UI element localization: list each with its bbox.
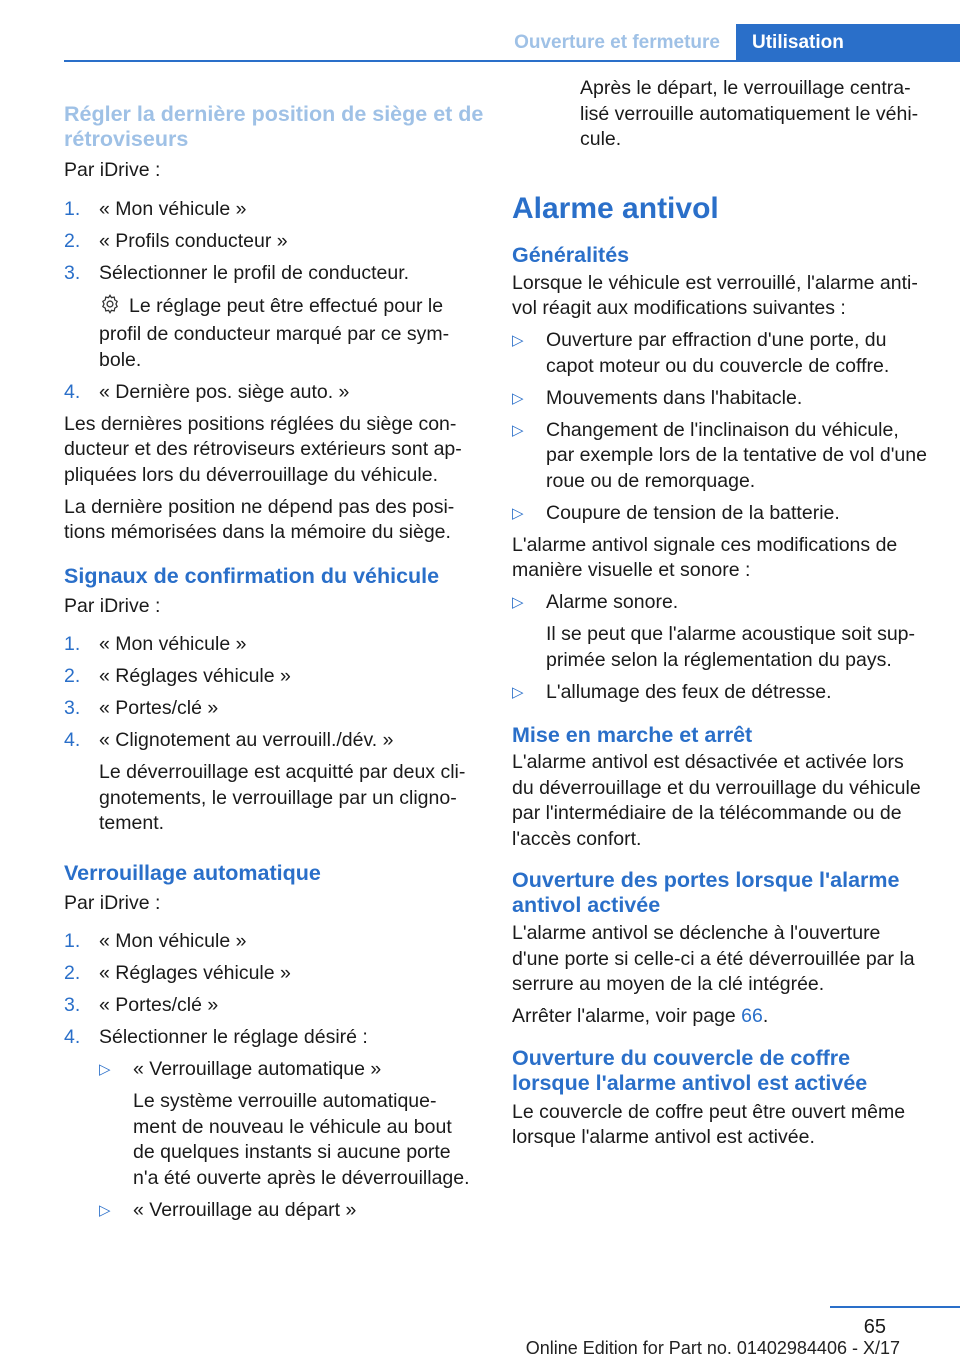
options-s3	[99, 1057, 478, 1223]
list-item: 1. « Mon véhicule »	[64, 930, 247, 952]
list-item-note: Le système verrouille automatique-ment de nouveau le véhicule au bout de quelques instants si aucune porte n'a été ouverte après le déverrouillage.	[133, 1090, 470, 1189]
section-title-last-position: Régler la dernière position de siège et de rétroviseurs	[64, 102, 484, 151]
main-title-alarm: Alarme antivol	[512, 191, 719, 225]
triangle-right-icon: ▷	[99, 1061, 111, 1078]
list-item: ▷ Mouvements dans l'habitacle.	[512, 386, 930, 412]
paragraph: L'alarme antivol se déclenche à l'ouverture d'une porte si celle-ci a été déverrouillée par la serrure au moyen de la clé intégrée.	[512, 922, 915, 995]
section-title-trunk-opening: Ouverture du couvercle de coffre lorsque l'alarme antivol est activée	[512, 1045, 868, 1095]
section-title-on-off: Mise en marche et arrêt	[512, 723, 753, 747]
list-item: 3. « Portes/clé »	[64, 994, 219, 1016]
list-item: 4. Sélectionner le réglage désiré :	[64, 1026, 368, 1048]
edition-text: Online Edition for Part no. 01402984406 - X/17	[525, 1338, 900, 1358]
list-item: 3. « Portes/clé »	[64, 697, 219, 719]
intro-s2: Par iDrive :	[64, 594, 161, 617]
page-number: 65	[863, 1316, 886, 1338]
paragraph: La dernière position ne dépend pas des posi-tions mémorisées dans la mémoire du siège.	[64, 495, 455, 543]
header-rule	[64, 60, 960, 62]
page-reference-link[interactable]: 66	[741, 1005, 763, 1027]
intro-s1: Par iDrive :	[64, 159, 161, 181]
triangle-right-icon: ▷	[512, 683, 524, 701]
list-item: 2. « Réglages véhicule »	[64, 665, 291, 687]
header-section: Ouverture et fermeture	[514, 32, 720, 53]
list-item: 4. « Dernière pos. siège auto. »	[64, 380, 350, 403]
paragraph: Le couvercle de coffre peut être ouvert même lorsque l'alarme antivol est activée.	[512, 1100, 906, 1148]
triangle-right-icon: ▷	[99, 1201, 111, 1219]
list-item-note: Le déverrouillage est acquitté par deux cli-gnotements, le verrouillage par un cligno-tement.	[99, 761, 466, 834]
list-item: 1. « Mon véhicule »	[64, 633, 247, 655]
section-title-door-opening: Ouverture des portes lorsque l'alarme antivol activée	[512, 868, 900, 917]
list-item-note	[64, 293, 478, 374]
list-item: 4. « Clignotement au verrouill./dév. »	[64, 729, 394, 751]
list-item: 1. « Mon véhicule »	[64, 197, 247, 220]
list-item: ▷ L'allumage des feux de détresse.	[512, 680, 930, 706]
left-column	[64, 102, 484, 1223]
triangle-right-icon: ▷	[512, 421, 524, 439]
list-item: ▷ « Verrouillage automatique »	[99, 1057, 478, 1083]
intro-s3: Par iDrive :	[64, 891, 161, 914]
paragraph: Arrêter l'alarme, voir page 66.	[512, 1005, 769, 1027]
paragraph: Les dernières positions réglées du siège con-ducteur et des rétroviseurs extérieurs sont ap-pliquées lors du déverrouillage du véhicule.	[64, 412, 462, 486]
gear-icon	[99, 293, 129, 323]
alarm-triggers	[512, 328, 930, 526]
paragraph: L'alarme antivol signale ces modifications de manière visuelle et sonore :	[512, 533, 898, 581]
alarm-signals	[512, 590, 930, 705]
triangle-right-icon: ▷	[512, 389, 524, 407]
list-item: ▷ « Verrouillage au départ »	[99, 1198, 478, 1224]
note-s1: Le réglage peut être effectué pour le profil de conducteur marqué par ce sym-bole.	[99, 294, 450, 371]
footer-rule	[830, 1306, 960, 1308]
list-item: ▷ Alarme sonore.	[512, 590, 930, 616]
list-item: 2. « Profils conducteur »	[64, 229, 288, 252]
continuation-text: Après le départ, le verrouillage centra-lisé verrouille automatiquement le véhi-cule.	[580, 77, 919, 150]
triangle-right-icon: ▷	[512, 504, 524, 522]
triangle-right-icon: ▷	[512, 332, 524, 349]
steps-s3	[64, 929, 478, 1051]
paragraph: L'alarme antivol est désactivée et activée lors du déverrouillage et du verrouillage du véhicule par l'intermédiaire de la télécommande ou de l'accès confort.	[512, 751, 921, 850]
list-item: 3. Sélectionner le profil de conducteur.	[64, 261, 410, 284]
list-item: ▷ Ouverture par effraction d'une porte, du capot moteur ou du couvercle de coffre.	[512, 328, 930, 379]
section-title-auto-lock: Verrouillage automatique	[64, 860, 321, 885]
triangle-right-icon: ▷	[512, 594, 524, 611]
steps-s2	[64, 632, 478, 837]
paragraph: Lorsque le véhicule est verrouillé, l'alarme anti-vol réagit aux modifications suivantes :	[512, 271, 918, 319]
section-title-general: Généralités	[512, 242, 630, 267]
steps-s1	[64, 197, 478, 406]
section-title-confirmation: Signaux de confirmation du véhicule	[64, 563, 440, 588]
list-item: 2. « Réglages véhicule »	[64, 962, 291, 984]
list-item-note: Il se peut que l'alarme acoustique soit sup-primée selon la réglementation du pays.	[546, 623, 916, 671]
header-chapter: Utilisation	[736, 24, 960, 62]
list-item: ▷ Coupure de tension de la batterie.	[512, 501, 930, 527]
right-column	[512, 76, 930, 1151]
list-item: ▷ Changement de l'inclinaison du véhicule, par exemple lors de la tentative de vol d'une roue ou de remorquage.	[512, 418, 930, 495]
